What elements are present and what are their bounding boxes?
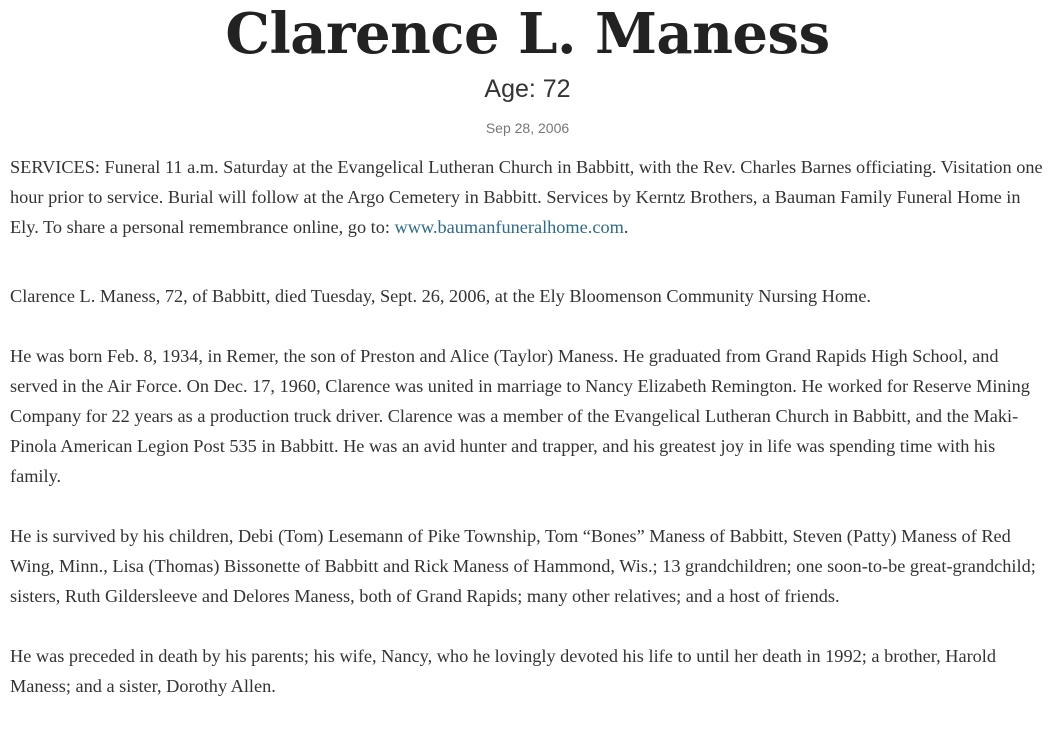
publish-date: Sep 28, 2006 [485, 120, 570, 136]
obituary-body [10, 152, 1045, 701]
obituary-page [10, 0, 1045, 731]
survivors-paragraph: He is survived by his children, Debi (Tom) Lesemann of Pike Township, Tom “Bones” Maness of Babbitt, Steven (Patty) Maness of Red Wing, Minn., Lisa (Thomas) Bissonette of Babbitt and Rick Maness of Hammond, Wis.; 13 grandchildren; one soon-to-be great-grandchild; sisters, Ruth Gildersleeve and Delores Maness, both of Grand Rapids; many other relatives; and a host of friends. [10, 526, 1036, 606]
biography-paragraph: He was born Feb. 8, 1934, in Remer, the son of Preston and Alice (Taylor) Maness. He graduated from Grand Rapids High School, and served in the Air Force. On Dec. 17, 1960, Clarence was united in marriage to Nancy Elizabeth Remington. He worked for Reserve Mining Company for 22 years as a production truck driver. Clarence was a member of the Evangelical Lutheran Church in Babbitt, and the Maki-Pinola American Legion Post 535 in Babbitt. He was an avid hunter and trapper, and his greatest joy in life was spending time with his family. [10, 346, 1030, 486]
age-label: Age: 72 [484, 75, 571, 103]
preceded-paragraph: He was preceded in death by his parents; his wife, Nancy, who he lovingly devoted his life to until her death in 1992; a brother, Harold Maness; and a sister, Dorothy Allen. [10, 646, 997, 696]
services-text: SERVICES: Funeral 11 a.m. Saturday at the Evangelical Lutheran Church in Babbitt, with the Rev. Charles Barnes officiating. Visitation one hour prior to service. Burial will follow at the Argo Cemetery in Babbitt. Services by Kerntz Brothers, a Bauman Family Funeral Home in Ely. To share a personal remembrance online, go to: [10, 157, 1043, 237]
services-paragraph [10, 152, 1045, 242]
funeral-home-link[interactable]: www.baumanfuneralhome.com [394, 217, 624, 237]
services-end: . [623, 217, 629, 237]
death-notice-paragraph: Clarence L. Maness, 72, of Babbitt, died Tuesday, Sept. 26, 2006, at the Ely Bloomenson Community Nursing Home. [10, 286, 872, 306]
page-title: Clarence L. Maness [225, 1, 830, 67]
